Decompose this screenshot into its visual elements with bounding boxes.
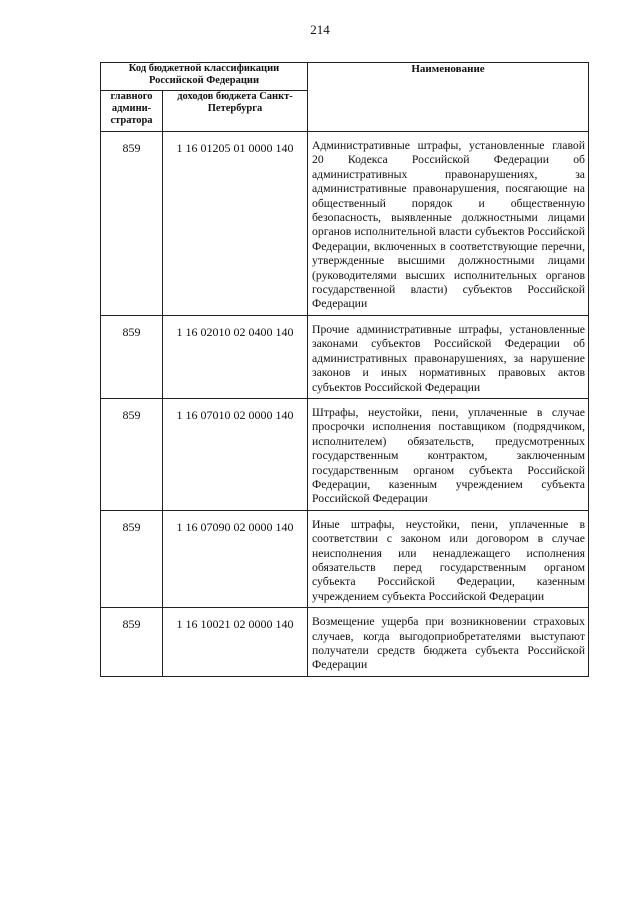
income-name-cell: Иные штрафы, неустойки, пени, уплаченные в соответствии с законом или договором в случае неисполнения или ненадлежащего исполнения обязательств перед государственным органом субъекта Российской Федерации, казенным учреждением субъекта Российской Федерации bbox=[308, 510, 589, 607]
income-name-cell: Административные штрафы, установленные главой 20 Кодекса Российской Федерации об административных правонарушениях, за административные правонарушения, посягающие на общественный порядок и общественную безопасность, выявленные должностными лицами органов исполнительной власти субъектов Российской Федерации, включенных в соответствующие перечни, утвержденные высшими должностными лицами (руководителями высших исполнительных органов государственной власти) субъектов Российской Федерации bbox=[308, 132, 589, 316]
table-row bbox=[101, 132, 589, 316]
income-code-cell: 1 16 02010 02 0400 140 bbox=[163, 315, 308, 398]
income-name-cell: Возмещение ущерба при возникновении страховых случаев, когда выгодоприобретателями выступают получатели средств бюджета субъекта Российской Федерации bbox=[308, 608, 589, 677]
header-classification-code: Код бюджетной классификации Российской Федерации bbox=[101, 63, 308, 91]
table-row bbox=[101, 510, 589, 607]
income-name-cell: Прочие административные штрафы, установленные законами субъектов Российской Федерации об административных правонарушениях, за нарушение законов и иных нормативных правовых актов субъектов Российской Федерации bbox=[308, 315, 589, 398]
admin-code-cell: 859 bbox=[101, 510, 163, 607]
table-row bbox=[101, 398, 589, 510]
admin-code-cell: 859 bbox=[101, 315, 163, 398]
table-header-row bbox=[101, 63, 589, 91]
income-code-cell: 1 16 01205 01 0000 140 bbox=[163, 132, 308, 316]
header-main-administrator: главного админи-стратора bbox=[101, 91, 163, 132]
header-budget-income: доходов бюджета Санкт-Петербурга bbox=[163, 91, 308, 132]
budget-classification-table bbox=[100, 62, 589, 677]
header-name: Наименование bbox=[308, 63, 589, 132]
income-code-cell: 1 16 07090 02 0000 140 bbox=[163, 510, 308, 607]
admin-code-cell: 859 bbox=[101, 132, 163, 316]
table-row bbox=[101, 608, 589, 677]
admin-code-cell: 859 bbox=[101, 608, 163, 677]
income-name-cell: Штрафы, неустойки, пени, уплаченные в случае просрочки исполнения поставщиком (подрядчиком, исполнителем) обязательств, предусмотренных государственным контрактом, заключенным государственным органом субъекта Российской Федерации, казенным учреждением субъекта Российской Федерации bbox=[308, 398, 589, 510]
page-number: 214 bbox=[310, 22, 330, 37]
table-row bbox=[101, 315, 589, 398]
income-code-cell: 1 16 07010 02 0000 140 bbox=[163, 398, 308, 510]
admin-code-cell: 859 bbox=[101, 398, 163, 510]
income-code-cell: 1 16 10021 02 0000 140 bbox=[163, 608, 308, 677]
